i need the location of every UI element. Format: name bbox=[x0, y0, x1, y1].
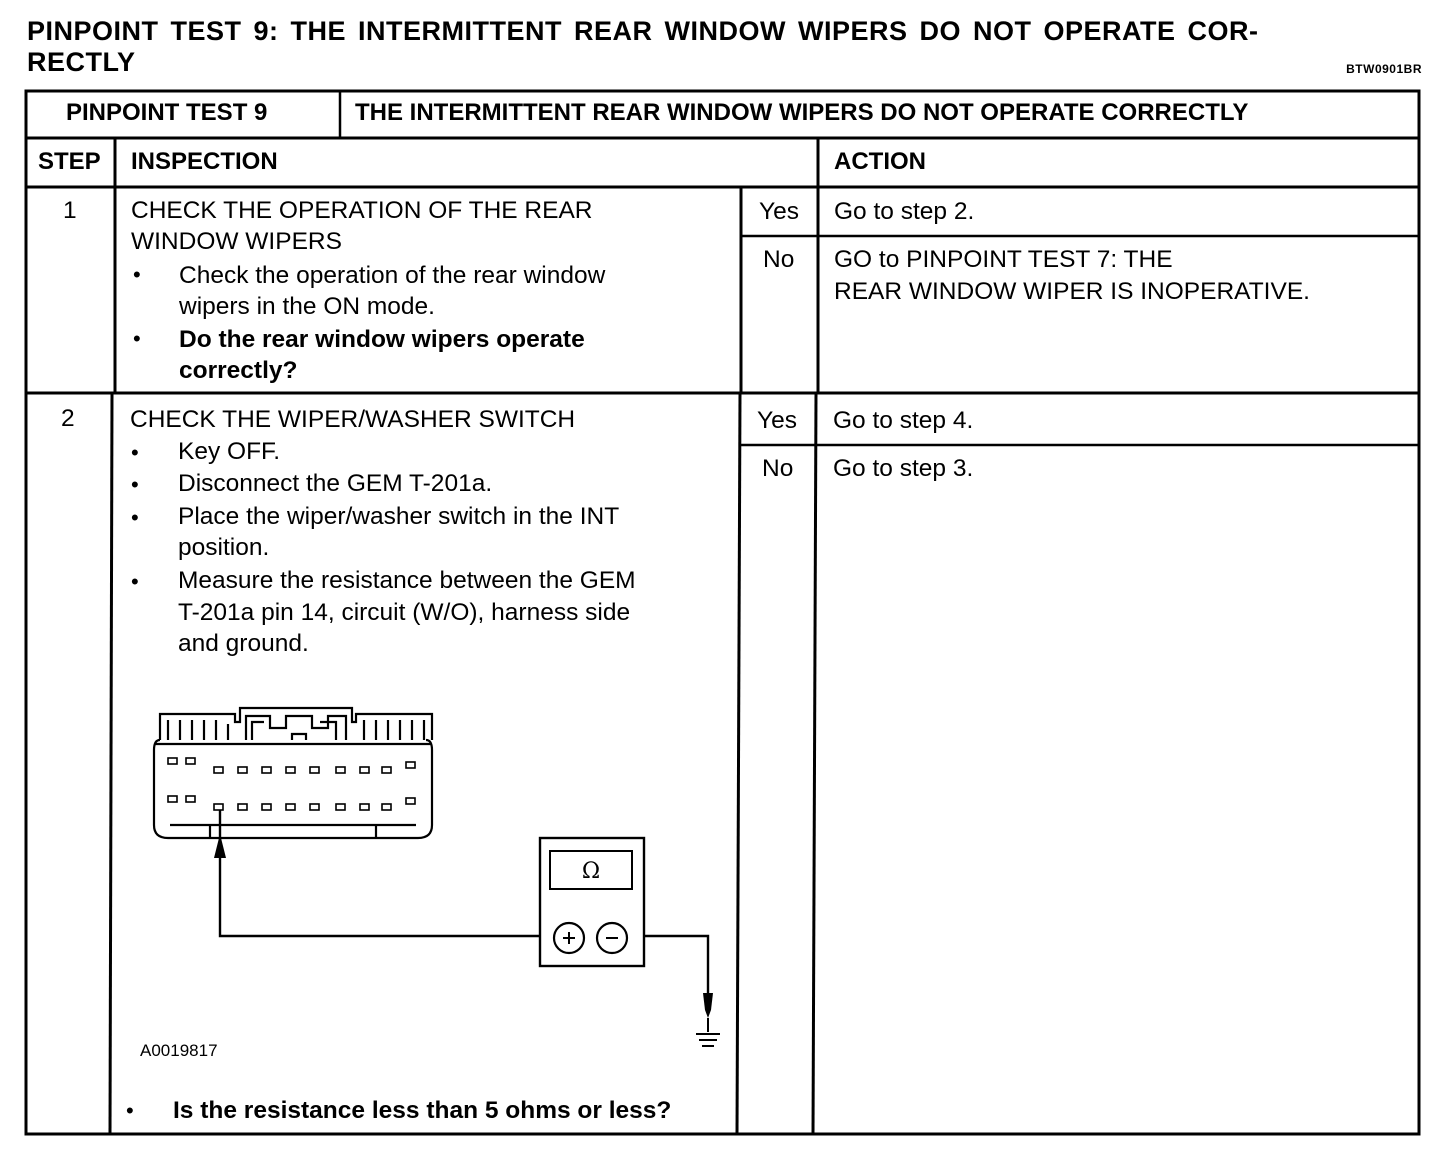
yes-label: Yes bbox=[759, 198, 799, 225]
no-action-cont: REAR WINDOW WIPER IS INOPERATIVE. bbox=[834, 278, 1310, 305]
no-label: No bbox=[762, 455, 794, 482]
page-title-line2: RECTLY bbox=[27, 47, 136, 77]
no-label: No bbox=[763, 246, 795, 273]
step-bullet-text: Measure the resistance between the GEM bbox=[178, 567, 636, 594]
ground-icon bbox=[696, 993, 720, 1046]
column-header-action: ACTION bbox=[834, 148, 926, 175]
step-bullet-text: Disconnect the GEM T-201a. bbox=[178, 470, 493, 497]
step-bullet-text: Place the wiper/washer switch in the INT bbox=[178, 503, 620, 530]
pin-cavities bbox=[168, 758, 415, 810]
bullet-icon: • bbox=[133, 326, 141, 351]
yes-label: Yes bbox=[757, 407, 797, 434]
step-bullet-text: Check the operation of the rear window bbox=[179, 262, 606, 289]
bullet-icon: • bbox=[126, 1098, 134, 1123]
step-question-cont: correctly? bbox=[179, 357, 298, 384]
step-heading-cont: WINDOW WIPERS bbox=[131, 228, 342, 255]
test-title: THE INTERMITTENT REAR WINDOW WIPERS DO NOT OPERATE CORRECTLY bbox=[355, 99, 1249, 126]
column-header-inspection: INSPECTION bbox=[131, 148, 278, 175]
page-title-line1: PINPOINT TEST 9: THE INTERMITTENT REAR WINDOW WIPERS DO NOT OPERATE COR- bbox=[27, 16, 1259, 46]
bullet-icon: • bbox=[133, 262, 141, 287]
bullet-icon: • bbox=[131, 440, 139, 465]
yes-action: Go to step 4. bbox=[833, 407, 974, 434]
step-heading: CHECK THE WIPER/WASHER SWITCH bbox=[130, 406, 576, 433]
step-bullet-text: Key OFF. bbox=[178, 438, 281, 465]
column-header-step: STEP bbox=[38, 148, 101, 175]
bullet-icon: • bbox=[131, 505, 139, 530]
no-action: Go to step 3. bbox=[833, 455, 974, 482]
figure-code: BTW0901BR bbox=[1346, 62, 1422, 76]
connector-diagram bbox=[140, 700, 740, 1070]
step-number: 2 bbox=[61, 405, 75, 432]
step-question: Is the resistance less than 5 ohms or less? bbox=[173, 1097, 672, 1124]
step-bullet-text-cont: position. bbox=[178, 534, 270, 561]
bullet-icon: • bbox=[131, 569, 139, 594]
step-number: 1 bbox=[63, 197, 77, 224]
step-heading: CHECK THE OPERATION OF THE REAR bbox=[131, 197, 593, 224]
test-label: PINPOINT TEST 9 bbox=[66, 99, 268, 126]
step-bullet-text-cont: and ground. bbox=[178, 630, 309, 657]
no-action: GO to PINPOINT TEST 7: THE bbox=[834, 246, 1173, 273]
ohm-symbol: Ω bbox=[581, 859, 601, 884]
bullet-icon: • bbox=[131, 472, 139, 497]
step-bullet-text-cont: wipers in the ON mode. bbox=[179, 293, 435, 320]
yes-action: Go to step 2. bbox=[834, 198, 975, 225]
figure-id: A0019817 bbox=[140, 1041, 218, 1060]
step-question: Do the rear window wipers operate bbox=[179, 326, 585, 353]
ohmmeter-icon bbox=[540, 838, 644, 966]
step-bullet-text-cont: T-201a pin 14, circuit (W/O), harness side bbox=[178, 599, 631, 626]
